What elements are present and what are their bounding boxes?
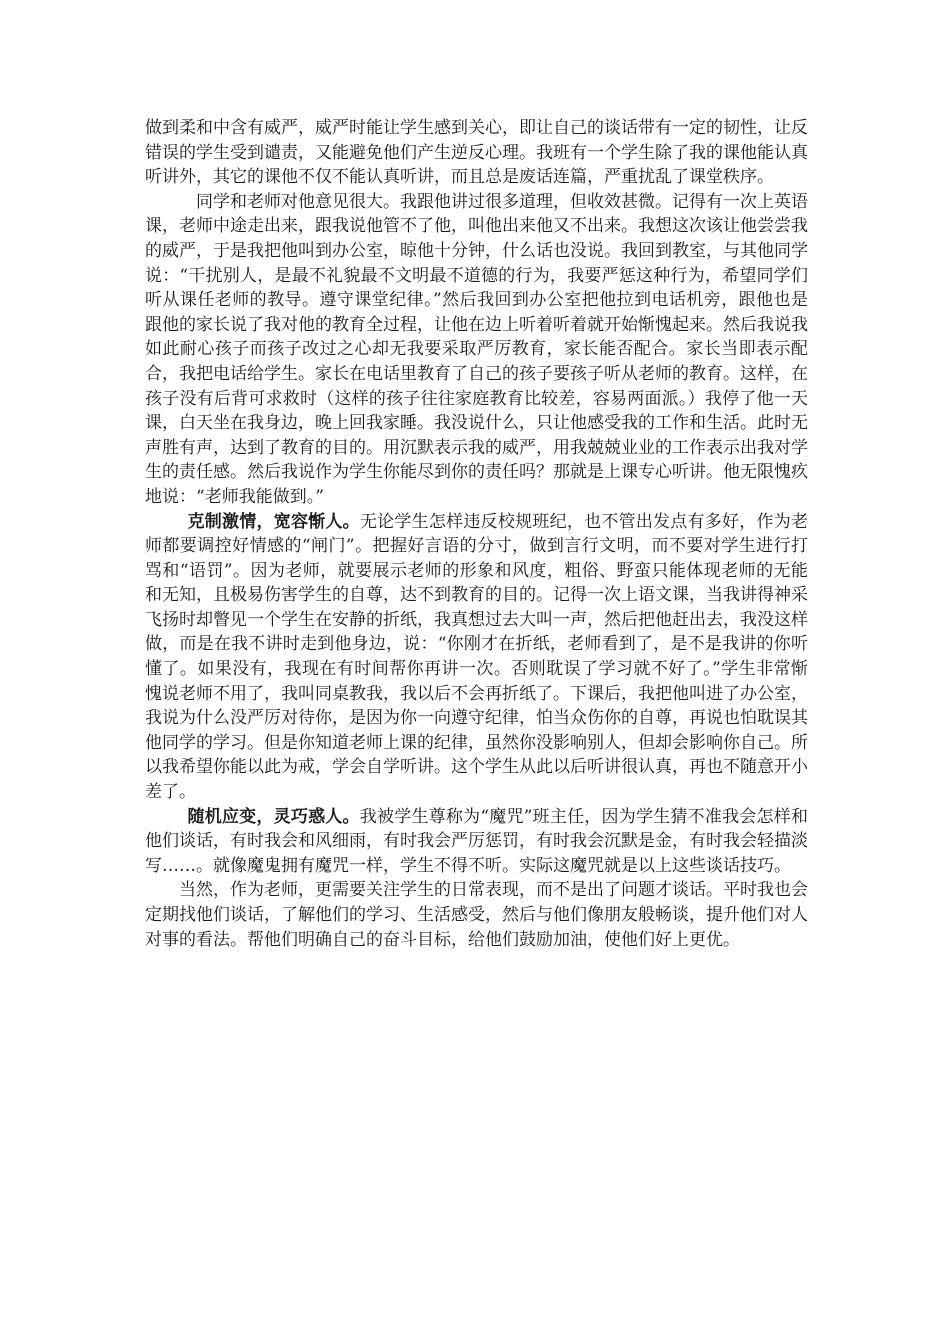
paragraph-text: 当然，作为老师，更需要关注学生的日常表现，而不是出了问题才谈话。平时我也会定期找他们谈话，了解他们的学习、生活感受，然后与他们像朋友般畅谈，提升他们对人对事的看法。帮他们明确自己的奋斗目标，给他们鼓励加油，使他们好上更优。 [145, 880, 808, 950]
paragraph-text: 我被学生尊称为“魔咒”班主任，因为学生猜不准我会怎样和他们谈话，有时我会和风细雨，有时我会严厉惩罚，有时我会沉默是金，有时我会轻描淡写……。就像魔鬼拥有魔咒一样，学生不得不听。实际这魔咒就是以上这些谈话技巧。 [145, 806, 809, 876]
paragraph-continuation [145, 116, 808, 190]
document-page [145, 116, 808, 952]
paragraph-text: 同学和老师对他意见很大。我跟他讲过很多道理，但收效甚微。记得有一次上英语课，老师中途走出来，跟我说他管不了他，叫他出来他又不出来。我想这次该让他尝尝我的威严，于是我把他叫到办公室，晾他十分钟，什么话也没说。我回到教室，与其他同学说：“干扰别人，是最不礼貌最不文明最不道德的行为，我要严惩这种行为，希望同学们听从课任老师的教导。遵守课堂纪律。”然后我回到办公室把他拉到电话机旁，跟他也是跟他的家长说了我对他的教育全过程，让他在边上听着听着就开始惭愧起来。然后我说我如此耐心孩子而孩子改过之心却无我要采取严厉教育，家长能否配合。家长当即表示配合，我把电话给学生。家长在电话里教育了自己的孩子要孩子听从老师的教育。这样，在孩子没有后背可求救时（这样的孩子往往家庭教育比较差，容易两面派。）我停了他一天课，白天坐在我身边，晚上回我家睡。我没说什么，只让他感受我的工作和生活。此时无声胜有声，达到了教育的目的。用沉默表示我的威严，用我兢兢业业的工作表示出我对学生的责任感。然后我说作为学生你能尽到你的责任吗？那就是上课专心听讲。他无限愧疚地说：“老师我能做到。” [145, 191, 808, 507]
paragraph-heading: 随机应变，灵巧惑人。 [187, 806, 360, 827]
paragraph-text: 无论学生怎样违反校规班纪，也不管出发点有多好，作为老师都要调控好情感的“闸门”。把握好言语的分寸，做到言行文明，而不要对学生进行打骂和“语罚”。因为老师，就要展示老师的形象和风度，粗俗、野蛮只能体现老师的无能和无知，且极易伤害学生的自尊，达不到教育的目的。记得一次上语文课，当我讲得神采飞扬时却瞥见一个学生在安静的折纸，我真想过去大叫一声，然后把他赶出去，我没这样做，而是在我不讲时走到他身边，说：“你刚才在折纸，老师看到了，是不是我讲的你听懂了。如果没有，我现在有时间帮你再讲一次。否则耽误了学习就不好了。”学生非常惭愧说老师不用了，我叫同桌教我，我以后不会再折纸了。下课后，我把他叫进了办公室，我说为什么没严厉对待你，是因为你一向遵守纪律，怕当众伤你的自尊，再说也怕耽误其他同学的学习。但是你知道老师上课的纪律，虽然你没影响别人，但却会影响你自己。所以我希望你能以此为戒，学会自学听讲。这个学生从此以后听讲很认真，再也不随意开小差了。 [145, 511, 809, 803]
paragraph-adapt-flexibly [145, 805, 808, 879]
paragraph-disruptive-student [145, 190, 808, 510]
paragraph-heading: 克制激情，宽容惭人。 [187, 511, 360, 532]
paragraph-conclusion [145, 878, 808, 952]
paragraph-text: 做到柔和中含有威严，威严时能让学生感到关心，即让自己的谈话带有一定的韧性，让反错误的学生受到谴责，又能避免他们产生逆反心理。我班有一个学生除了我的课他能认真听讲外，其它的课他不仅不能认真听讲，而且总是废话连篇，严重扰乱了课堂秩序。 [145, 118, 808, 188]
paragraph-restrain-emotion [145, 510, 808, 805]
